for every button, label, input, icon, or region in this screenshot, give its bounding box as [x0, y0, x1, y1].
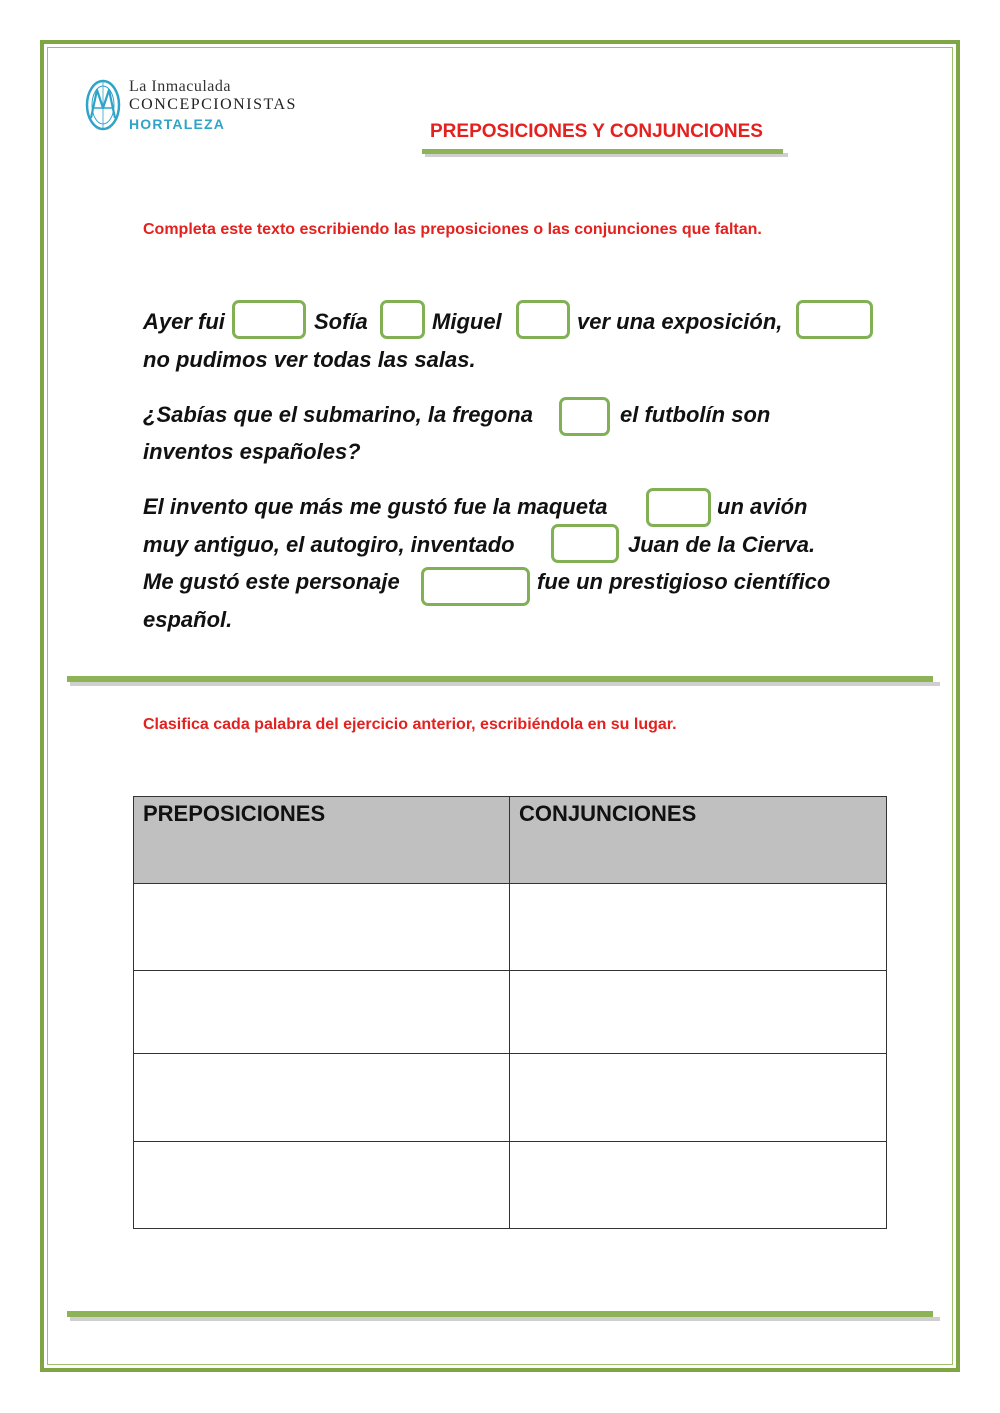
cell-preposicion[interactable] [134, 1054, 510, 1142]
page-title: PREPOSICIONES Y CONJUNCIONES [430, 121, 763, 142]
text-sabias-que: ¿Sabías que el submarino, la fregona [143, 402, 533, 427]
text-juan-de-la-cierva: Juan de la Cierva. [628, 532, 816, 557]
text-un-avion: un avión [717, 494, 808, 519]
cell-preposicion[interactable] [134, 1142, 510, 1229]
table-row [134, 884, 887, 971]
cell-conjuncion[interactable] [510, 971, 887, 1054]
text-inventos-espanoles: inventos españoles? [143, 439, 361, 464]
section-divider [67, 676, 940, 688]
logo-line-1: La Inmaculada [129, 78, 231, 95]
blank-3[interactable] [516, 300, 570, 339]
title-underline [422, 149, 788, 159]
text-miguel: Miguel [432, 309, 502, 334]
logo-line-3: HORTALEZA [129, 116, 226, 132]
table-row [134, 971, 887, 1054]
footer-divider [67, 1311, 940, 1323]
cell-conjuncion[interactable] [510, 1142, 887, 1229]
text-sofia: Sofía [314, 309, 368, 334]
instruction-fill-blanks: Completa este texto escribiendo las preposiciones o las conjunciones que faltan. [143, 221, 762, 238]
cell-conjuncion[interactable] [510, 1054, 887, 1142]
blank-7[interactable] [551, 524, 619, 563]
text-me-gusto: Me gustó este personaje [143, 569, 400, 594]
blank-4[interactable] [796, 300, 873, 339]
text-el-futbolin: el futbolín son [620, 402, 771, 427]
logo-line-2: CONCEPCIONISTAS [129, 96, 297, 113]
table-row [134, 1054, 887, 1142]
text-ver-una-exposicion: ver una exposición, [577, 309, 783, 334]
header-conjunciones: CONJUNCIONES [510, 797, 887, 884]
blank-2[interactable] [380, 300, 425, 339]
blank-1[interactable] [232, 300, 306, 339]
text-el-invento: El invento que más me gustó fue la maqueta [143, 494, 608, 519]
blank-8[interactable] [421, 567, 530, 606]
cell-preposicion[interactable] [134, 884, 510, 971]
text-espanol: español. [143, 607, 233, 632]
text-ayer-fui: Ayer fui [143, 309, 225, 334]
blank-5[interactable] [559, 397, 610, 436]
table-row [134, 1142, 887, 1229]
text-fue-un-prestigioso: fue un prestigioso científico [537, 569, 831, 594]
header-preposiciones: PREPOSICIONES [134, 797, 510, 884]
text-no-pudimos: no pudimos ver todas las salas. [143, 347, 476, 372]
cell-preposicion[interactable] [134, 971, 510, 1054]
cell-conjuncion[interactable] [510, 884, 887, 971]
text-muy-antiguo: muy antiguo, el autogiro, inventado [143, 532, 515, 557]
table-header-row [134, 797, 887, 884]
blank-6[interactable] [646, 488, 711, 527]
am-monogram-icon [84, 78, 122, 132]
classification-table [133, 796, 887, 1229]
instruction-classify: Clasifica cada palabra del ejercicio anterior, escribiéndola en su lugar. [143, 716, 677, 733]
